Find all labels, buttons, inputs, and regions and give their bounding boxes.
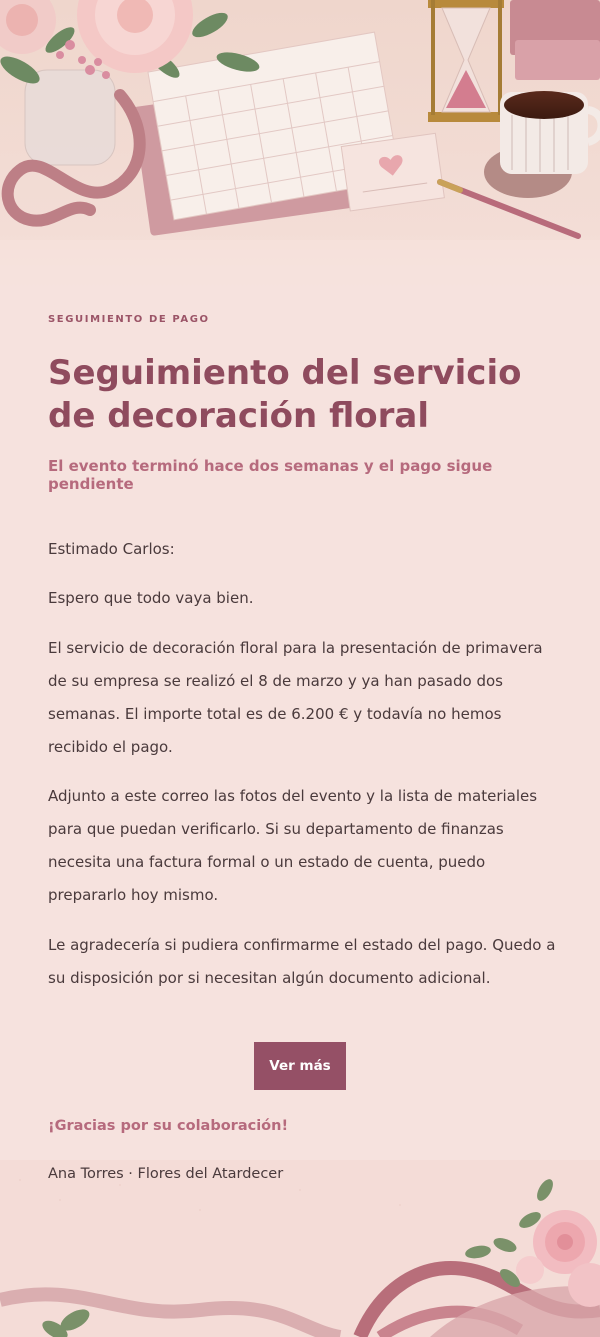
thanks-text: ¡Gracias por su colaboración! — [48, 1118, 289, 1134]
see-more-button[interactable]: Ver más — [254, 1042, 346, 1090]
paragraph: Le agradecería si pudiera confirmarme el estado del pago. Quedo a su disposición por si necesitan algún documento adicional. — [48, 936, 556, 987]
eyebrow-label: SEGUIMIENTO DE PAGO — [48, 314, 210, 325]
email-subtitle: El evento terminó hace dos semanas y el pago sigue pendiente — [48, 457, 493, 493]
signature: Ana Torres · Flores del Atardecer — [48, 1166, 284, 1182]
paragraph: Espero que todo vaya bien. — [48, 589, 254, 607]
greeting: Estimado Carlos: — [48, 540, 175, 558]
paragraph: El servicio de decoración floral para la presentación de primavera de su empresa se realizó el 8 de marzo y ya han pasado dos semanas. El importe total es de 6.200 € y todavía no hemos recibido el pago. — [48, 639, 543, 756]
paragraph: Adjunto a este correo las fotos del evento y la lista de materiales para que puedan verificarlo. Si su departamento de finanzas necesita una factura formal o un estado de cuenta, puedo prepararlo hoy mismo. — [48, 787, 538, 904]
footer-image — [0, 1160, 600, 1337]
email-title: Seguimiento del servicio de decoración floral — [48, 353, 522, 436]
hero-image — [0, 0, 600, 290]
